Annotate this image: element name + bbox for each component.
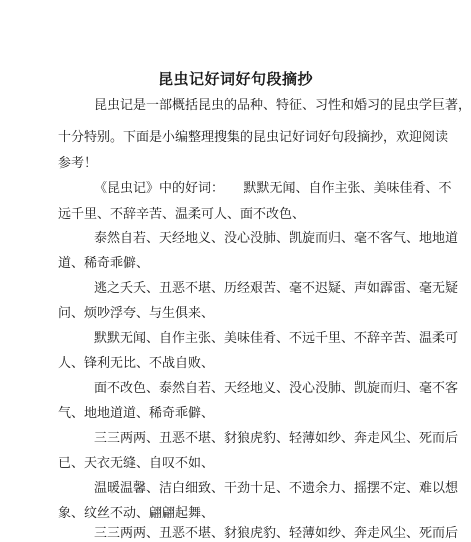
paragraph-line: 参考！ (58, 156, 98, 171)
paragraph-line: 三三两两、丑恶不堪、豺狼虎豹、轻薄如纱、奔走风尘、死而后 (94, 526, 459, 541)
paragraph-line: 问、烦吵浮夸、与生俱来、 (58, 306, 215, 321)
paragraph-line: 远千里、不辞辛苦、温柔可人、面不改色、 (58, 207, 306, 222)
paragraph-line: 已、天衣无缝、自叹不如、 (58, 456, 215, 471)
paragraph-line: 十分特别。下面是小编整理搜集的昆虫记好词好句段摘抄，欢迎阅读 (58, 130, 449, 145)
paragraph-line: 人、锋利无比、不战自败、 (58, 356, 215, 371)
paragraph-line: 温暖温馨、洁白细致、干劲十足、不遗余力、摇摆不定、难以想 (94, 481, 459, 496)
paragraph-line: 昆虫记是一部概括昆虫的品种、特征、习性和婚习的昆虫学巨著， (94, 98, 471, 113)
document-title: 昆虫记好词好句段摘抄 (157, 70, 313, 88)
paragraph-line: 三三两两、丑恶不堪、豺狼虎豹、轻薄如纱、奔走风尘、死而后 (94, 431, 459, 446)
paragraph-line: 逃之夭夭、丑恶不堪、历经艰苦、毫不迟疑、声如霹雷、毫无疑 (94, 281, 459, 296)
paragraph-line: 默默无闻、自作主张、美味佳肴、不远千里、不辞辛苦、温柔可 (94, 331, 459, 346)
paragraph-line: 面不改色、泰然自若、天经地义、没心没肺、凯旋而归、毫不客 (94, 381, 459, 396)
paragraph-line: 道、稀奇乖僻、 (58, 256, 150, 271)
paragraph-line: 泰然自若、天经地义、没心没肺、凯旋而归、毫不客气、地地道 (94, 231, 459, 246)
paragraph-line: 气、地地道道、稀奇乖僻、 (58, 406, 215, 421)
paragraph-line: 象、纹丝不动、翩翩起舞、 (58, 506, 215, 521)
paragraph-line: 《昆虫记》中的好词： 默默无闻、自作主张、美味佳肴、不 (94, 181, 452, 196)
